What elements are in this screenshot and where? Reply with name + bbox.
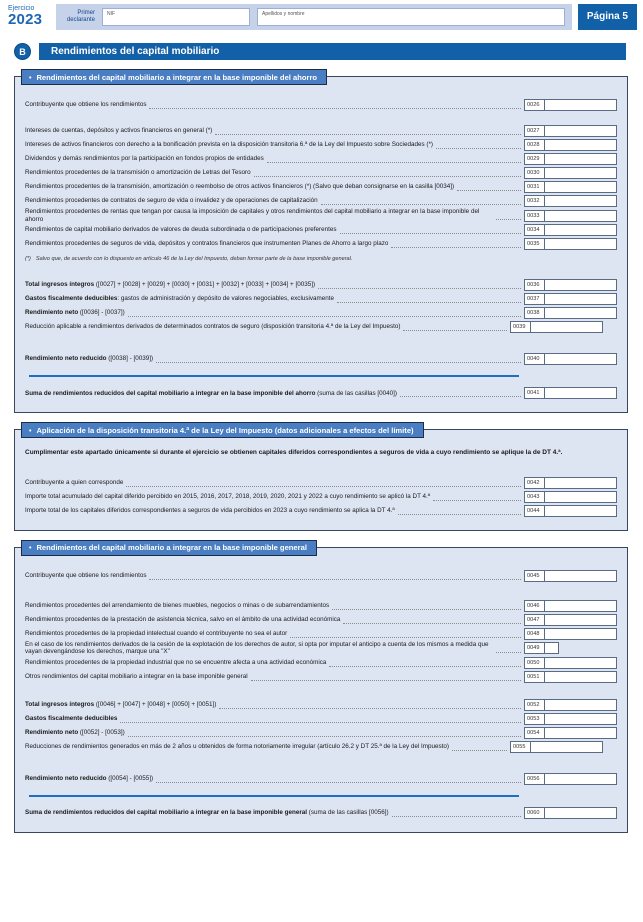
casilla-number: 0033 [524, 210, 545, 222]
casilla-input-0049[interactable] [545, 642, 559, 654]
casilla-0041 [524, 387, 617, 399]
panel-dt4-rows [25, 443, 617, 521]
casilla-0042 [524, 477, 617, 489]
casilla-number: 0041 [524, 387, 545, 399]
row-label-text: ([0036] - [0037]) [78, 309, 125, 317]
casilla-input-0027[interactable] [545, 125, 617, 137]
row-label [25, 197, 318, 205]
row-label [25, 479, 123, 487]
ejercicio-block [8, 4, 50, 27]
spacer [25, 820, 617, 824]
casilla-number: 0030 [524, 167, 545, 179]
casilla-0044 [524, 505, 617, 517]
form-row [25, 670, 617, 684]
casilla-0051 [524, 671, 617, 683]
casilla-0027 [524, 125, 617, 137]
dotted-leader [452, 750, 507, 751]
casilla-number: 0049 [524, 642, 545, 654]
casilla-input-0056[interactable] [545, 773, 617, 785]
panel-dt4 [14, 425, 628, 530]
casilla-0039 [510, 321, 603, 333]
row-label [25, 127, 212, 135]
form-row [25, 641, 617, 656]
row-label-text: Rendimientos procedentes de la transmisión, amortización o reembolso de otros activos financieros (*) (Salvo que deban consignarse en la casilla [0034]) [25, 183, 455, 191]
casilla-number: 0037 [524, 293, 545, 305]
casilla-input-0029[interactable] [545, 153, 617, 165]
row-label-bold: Rendimiento neto reducido [25, 355, 107, 363]
spacer [25, 518, 617, 522]
casilla-input-0052[interactable] [545, 699, 617, 711]
form-row [25, 712, 617, 726]
casilla-number: 0039 [510, 321, 531, 333]
dotted-leader [219, 708, 521, 709]
dotted-leader [400, 396, 521, 397]
casilla-number: 0027 [524, 125, 545, 137]
casilla-input-0032[interactable] [545, 195, 617, 207]
page-number-badge: Página 5 [578, 4, 637, 30]
casilla-input-0044[interactable] [545, 505, 617, 517]
panel-general-title [21, 540, 317, 556]
spacer [25, 400, 617, 404]
row-label-bold: Rendimiento neto reducido [25, 774, 107, 782]
dotted-leader [457, 190, 521, 191]
row-label-text: Importe total de los capitales diferidos correspondientes a seguros de vida percibidos en 2023 a cuyo rendimiento se aplica la DT 4.ª [25, 506, 395, 514]
casilla-input-0042[interactable] [545, 477, 617, 489]
casilla-number: 0053 [524, 713, 545, 725]
form-row [25, 98, 617, 112]
casilla-number: 0050 [524, 657, 545, 669]
row-label [25, 226, 337, 234]
dotted-leader [149, 579, 521, 580]
form-row [25, 320, 617, 334]
row-label-text: Contribuyente a quien corresponde [25, 478, 124, 486]
casilla-input-0054[interactable] [545, 727, 617, 739]
dotted-leader [318, 288, 521, 289]
casilla-0028 [524, 139, 617, 151]
dotted-leader [496, 652, 521, 653]
casilla-number: 0028 [524, 139, 545, 151]
ejercicio-label: Ejercicio [8, 5, 35, 12]
dotted-leader [251, 680, 521, 681]
row-label-text: Rendimientos procedentes de seguros de vida, depósitos y contratos financieros que instrumenten Planes de Ahorro a largo plazo [25, 240, 389, 248]
casilla-input-0040[interactable] [545, 353, 617, 365]
row-label [25, 281, 315, 289]
spacer [25, 262, 617, 278]
casilla-number: 0045 [524, 570, 545, 582]
row-label [25, 630, 287, 638]
dotted-leader [332, 609, 521, 610]
casilla-number: 0052 [524, 699, 545, 711]
casilla-0037 [524, 293, 617, 305]
casilla-input-0031[interactable] [545, 181, 617, 193]
row-label-bold: Gastos fiscalmente deducibles [25, 714, 118, 722]
casilla-input-0041[interactable] [545, 387, 617, 399]
row-label [25, 701, 216, 709]
row-label [25, 101, 146, 109]
casilla-number: 0034 [524, 224, 545, 236]
casilla-0026 [524, 99, 617, 111]
casilla-input-0039[interactable] [531, 321, 603, 333]
casilla-input-0028[interactable] [545, 139, 617, 151]
casilla-0035 [524, 238, 617, 250]
casilla-0055 [510, 741, 603, 753]
row-label [25, 169, 251, 177]
dotted-leader [156, 782, 521, 783]
row-label-text: : gastos de administración y depósito de valores negociables, exclusivamente [117, 295, 335, 303]
casilla-number: 0036 [524, 279, 545, 291]
casilla-input-0043[interactable] [545, 491, 617, 503]
casilla-input-0030[interactable] [545, 167, 617, 179]
row-label-text: ([0027] + [0028] + [0029] + [0030] + [0031] + [0032] + [0033] + [0034] + [0035]) [94, 281, 316, 289]
form-row [25, 386, 617, 400]
footnote-text: Salvo que, de acuerdo con lo dispuesto en artículo 46 de la Ley del Impuesto, deban formar parte de la base imponible general. [35, 256, 353, 263]
dotted-leader [254, 176, 521, 177]
panel-ahorro-title [21, 69, 327, 85]
dotted-leader [391, 247, 521, 248]
casilla-input-0035[interactable] [545, 238, 617, 250]
row-label-bold: Rendimiento neto [25, 309, 79, 317]
casilla-number: 0047 [524, 614, 545, 626]
dotted-leader [321, 204, 521, 205]
form-row [25, 476, 617, 490]
row-label [25, 493, 430, 501]
row-label-text: Rendimientos de capital mobiliario derivados de valores de deuda subordinada o de participaciones preferentes [25, 226, 337, 234]
panel-general-rows [25, 561, 617, 824]
casilla-number: 0044 [524, 505, 545, 517]
spacer [25, 754, 617, 772]
ejercicio-year: 2023 [8, 11, 43, 28]
casilla-input-0050[interactable] [545, 657, 617, 669]
casilla-0054 [524, 727, 617, 739]
bullet-icon: • [29, 74, 32, 82]
bullet-icon: • [29, 545, 32, 553]
row-label [25, 183, 454, 191]
row-label-text: Rendimientos procedentes de la prestación de asistencia técnica, salvo en el ámbito de una actividad económica [25, 615, 341, 623]
casilla-number: 0048 [524, 628, 545, 640]
casilla-input-0046[interactable] [545, 600, 617, 612]
declarant-label: Primer declarante [66, 10, 95, 23]
row-label-bold: Total ingresos íntegros [25, 281, 95, 289]
row-label-text: Importe total acumulado del capital diferido percibido en 2015, 2016, 2017, 2018, 2019, 2020, 2021 y 2022 a cuyo rendimiento se aplicó la DT 4.ª [25, 492, 431, 500]
form-row [25, 278, 617, 292]
casilla-0040 [524, 353, 617, 365]
casilla-input-0055[interactable] [531, 741, 603, 753]
casilla-number: 0040 [524, 353, 545, 365]
dotted-leader [215, 134, 521, 135]
casilla-0052 [524, 699, 617, 711]
casilla-0050 [524, 657, 617, 669]
casilla-0029 [524, 153, 617, 165]
dotted-leader [128, 736, 521, 737]
row-label-bold: Suma de rendimientos reducidos del capital mobiliario a integrar en la base imponible general [25, 809, 308, 817]
panel-dt4-title [21, 422, 424, 438]
row-label-bold: Total ingresos íntegros [25, 700, 95, 708]
nif-field-label: NIF [107, 11, 116, 17]
casilla-0032 [524, 195, 617, 207]
form-row [25, 237, 617, 251]
row-label-text: Contribuyente que obtiene los rendimientos [25, 571, 147, 579]
casilla-input-0045[interactable] [545, 570, 617, 582]
casilla-0043 [524, 491, 617, 503]
row-label-text: (suma de las casillas [0040]) [315, 389, 397, 397]
row-label-bold: Suma de rendimientos reducidos del capital mobiliario a integrar en la base imponible del ahorro [25, 389, 316, 397]
casilla-0060 [524, 807, 617, 819]
dotted-leader [120, 722, 521, 723]
row-label [25, 572, 146, 580]
row-label-text: Contribuyente que obtiene los rendimientos [25, 101, 147, 109]
casilla-0045 [524, 570, 617, 582]
dotted-leader [433, 500, 521, 501]
dotted-leader [329, 666, 521, 667]
row-label-text: Reducción aplicable a rendimientos derivados de determinados contratos de seguro (disposición transitoria 4.ª de la Ley del Impuesto) [25, 323, 401, 331]
casilla-0048 [524, 628, 617, 640]
row-label [25, 659, 326, 667]
row-label-text: ([0038] - [0039]) [106, 355, 154, 363]
casilla-0036 [524, 279, 617, 291]
casilla-number: 0031 [524, 181, 545, 193]
apellidos-field[interactable] [257, 8, 565, 26]
row-label [25, 602, 329, 610]
row-label [25, 809, 389, 817]
row-label [25, 616, 340, 624]
row-label [25, 355, 153, 363]
dotted-leader [436, 148, 521, 149]
row-label-text: Otros rendimientos del capital mobiliario a integrar en la base imponible general [25, 672, 248, 680]
row-label-text: Reducciones de rendimientos generados en más de 2 años u obtenidos de forma notoriamente irregular (artículo 26.2 y DT 25.ª de la Ley del Impuesto) [25, 742, 450, 750]
declarant-strip [56, 4, 572, 30]
spacer [25, 334, 617, 352]
casilla-input-0053[interactable] [545, 713, 617, 725]
casilla-number: 0056 [524, 773, 545, 785]
dotted-leader [337, 302, 521, 303]
form-row [25, 306, 617, 320]
row-label-text: Intereses de activos financieros con derecho a la bonificación prevista en la disposición transitoria 6.ª de la Ley del Impuesto sobre Sociedades (*) [25, 141, 434, 149]
row-label-text: Rendimientos procedentes de la propiedad industrial que no se encuentre afecta a una actividad económica [25, 658, 327, 666]
row-label [25, 208, 493, 223]
row-label-bold: Gastos fiscalmente deducibles [25, 295, 118, 303]
form-row [25, 352, 617, 366]
form-row [25, 569, 617, 583]
row-label-text: Rendimientos procedentes de rentas que tengan por causa la imposición de capitales y otros rendimientos del capital mobiliario a integrar en la base imponible del ahorro [25, 208, 480, 223]
casilla-number: 0032 [524, 195, 545, 207]
form-row [25, 504, 617, 518]
form-row [25, 194, 617, 208]
form-row [25, 772, 617, 786]
row-label-text: ([0046] + [0047] + [0048] + [0050] + [0051]) [94, 700, 217, 708]
row-label [25, 775, 153, 783]
instruction-note: Cumplimentar este apartado únicamente si durante el ejercicio se obtienen capitales diferidos correspondientes a seguros de vida a cuyo rendimiento se aplique la de DT 4.ª. [25, 449, 563, 457]
casilla-input-0060[interactable] [545, 807, 617, 819]
row-label [25, 295, 334, 303]
panel-general [14, 543, 628, 833]
casilla-number: 0038 [524, 307, 545, 319]
dotted-leader [149, 108, 521, 109]
dotted-leader [496, 219, 521, 220]
casilla-input-0036[interactable] [545, 279, 617, 291]
casilla-number: 0054 [524, 727, 545, 739]
form-row [25, 656, 617, 670]
casilla-number: 0046 [524, 600, 545, 612]
casilla-0038 [524, 307, 617, 319]
dotted-leader [290, 637, 521, 638]
section-b-header [14, 43, 626, 60]
row-label [25, 743, 449, 751]
casilla-number: 0035 [524, 238, 545, 250]
form-row [25, 599, 617, 613]
dotted-leader [398, 514, 521, 515]
row-label [25, 507, 395, 515]
spacer [25, 458, 617, 476]
casilla-0034 [524, 224, 617, 236]
casilla-number: 0029 [524, 153, 545, 165]
casilla-0049 [524, 642, 559, 654]
form-row [25, 806, 617, 820]
casilla-input-0048[interactable] [545, 628, 617, 640]
row-label [25, 715, 117, 723]
row-label-text: Rendimientos procedentes de la transmisión o amortización de Letras del Tesoro [25, 169, 251, 177]
spacer [25, 561, 617, 569]
row-label [25, 641, 493, 656]
casilla-0047 [524, 614, 617, 626]
row-label [25, 309, 125, 317]
nif-field[interactable] [102, 8, 250, 26]
casilla-input-0037[interactable] [545, 293, 617, 305]
dotted-leader [403, 330, 507, 331]
casilla-number: 0051 [524, 671, 545, 683]
casilla-input-0051[interactable] [545, 671, 617, 683]
row-label-text: (suma de las casillas [0056]) [307, 809, 389, 817]
casilla-input-0047[interactable] [545, 614, 617, 626]
row-label [25, 155, 264, 163]
dotted-leader [267, 162, 521, 163]
row-label-text: ([0054] - [0055]) [106, 774, 154, 782]
dotted-leader [340, 233, 521, 234]
dotted-leader [392, 816, 521, 817]
dotted-leader [126, 486, 521, 487]
row-label-bold: Rendimiento neto [25, 728, 79, 736]
spacer [25, 112, 617, 124]
casilla-input-0033[interactable] [545, 210, 617, 222]
casilla-0031 [524, 181, 617, 193]
casilla-0030 [524, 167, 617, 179]
casilla-input-0026[interactable] [545, 99, 617, 111]
row-label-text: Rendimientos procedentes de la propiedad intelectual cuando el contribuyente no sea el autor [25, 629, 288, 637]
row-label-text: Rendimientos procedentes de contratos de seguro de vida o invalidez y de operaciones de capitalización [25, 197, 318, 205]
form-row [25, 740, 617, 754]
row-label-text: ([0052] - [0053]) [78, 728, 125, 736]
row-label-text: Intereses de cuentas, depósitos y activos financieros en general (*) [25, 127, 213, 135]
casilla-number: 0055 [510, 741, 531, 753]
form-row [25, 292, 617, 306]
row-label [25, 390, 397, 398]
section-b-letter-badge: B [14, 43, 31, 60]
dotted-leader [128, 316, 521, 317]
panel-title-text: Rendimientos del capital mobiliario a integrar en la base imponible general [36, 543, 307, 553]
form-row [25, 490, 617, 504]
form-row [25, 698, 617, 712]
row-label [25, 240, 388, 248]
row-label [25, 729, 125, 737]
casilla-number: 0060 [524, 807, 545, 819]
panel-ahorro [14, 72, 628, 413]
panel-title-text: Rendimientos del capital mobiliario a integrar en la base imponible del ahorro [36, 72, 318, 82]
casilla-0053 [524, 713, 617, 725]
panel-title-text: Aplicación de la disposición transitoria 4.ª de la Ley del Impuesto (datos adicionales a efectos del límite) [36, 425, 414, 435]
form-row [25, 627, 617, 641]
row-label [25, 323, 400, 331]
form-row [25, 180, 617, 194]
casilla-number: 0042 [524, 477, 545, 489]
section-b-title: Rendimientos del capital mobiliario [39, 43, 626, 60]
casilla-input-0034[interactable] [545, 224, 617, 236]
casilla-0046 [524, 600, 617, 612]
footnote-marker: (*) [25, 256, 31, 263]
row-label [25, 673, 248, 681]
bullet-icon: • [29, 427, 32, 435]
form-row [25, 726, 617, 740]
casilla-0033 [524, 210, 617, 222]
row-label-text: Dividendos y demás rendimientos por la participación en fondos propios de entidades [25, 155, 264, 163]
form-row [25, 223, 617, 237]
form-row [25, 124, 617, 138]
form-row [25, 152, 617, 166]
spacer [25, 583, 617, 599]
casilla-number: 0026 [524, 99, 545, 111]
form-row [25, 208, 617, 223]
panel-ahorro-rows [25, 90, 617, 404]
row-label-text: En el caso de los rendimientos derivados de la cesión de la explotación de los derechos de autor, si opta por imputar el anticipo a cuenta de los mismos a medida que vayan devengándose los derechos, marque una "X" [25, 640, 489, 656]
section-divider [29, 375, 519, 377]
form-row [25, 166, 617, 180]
dotted-leader [156, 362, 521, 363]
apellidos-field-label: Apellidos y nombre [262, 11, 305, 17]
form-row [25, 613, 617, 627]
row-label-text: Rendimientos procedentes del arrendamiento de bienes muebles, negocios o minas o de subarrendamientos [25, 601, 330, 609]
section-divider [29, 795, 519, 797]
spacer [25, 684, 617, 698]
casilla-input-0038[interactable] [545, 307, 617, 319]
spacer [25, 90, 617, 98]
form-row [25, 138, 617, 152]
dotted-leader [343, 623, 521, 624]
row-label [25, 141, 433, 149]
casilla-number: 0043 [524, 491, 545, 503]
page-header [0, 0, 643, 30]
casilla-0056 [524, 773, 617, 785]
